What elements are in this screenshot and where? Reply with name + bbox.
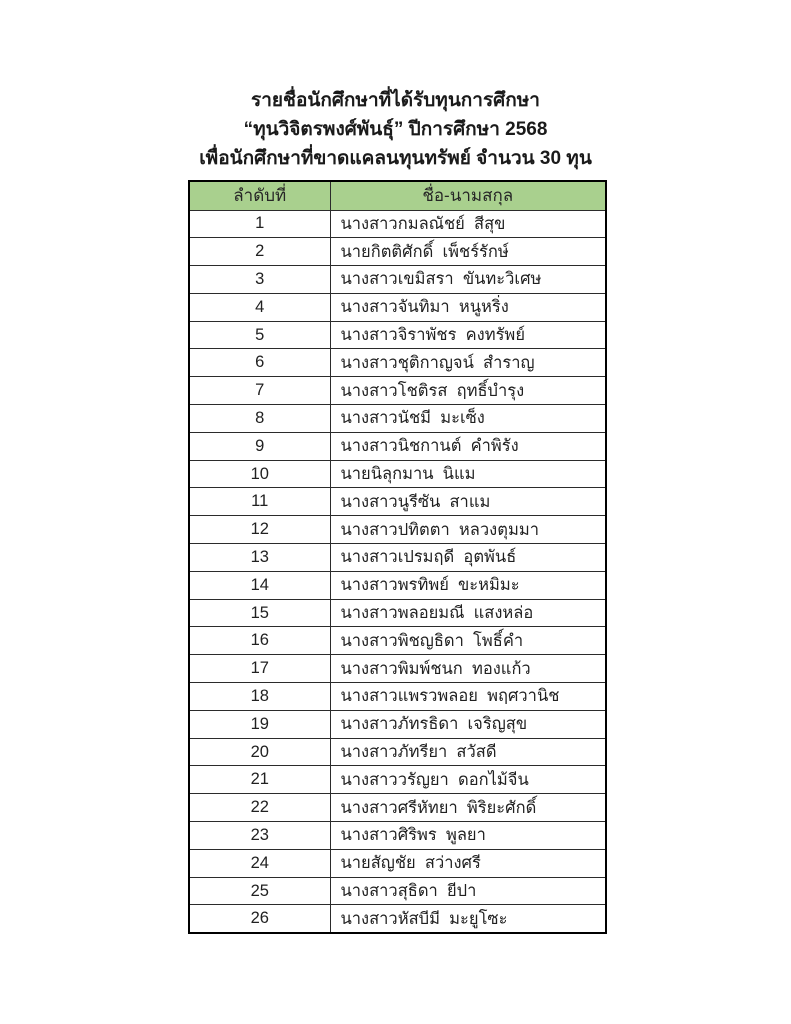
order-number-cell: 25 [189, 877, 330, 905]
order-number-cell: 15 [189, 599, 330, 627]
table-row [189, 266, 606, 294]
order-number-cell: 13 [189, 544, 330, 572]
student-name-cell: นางสาวพลอยมณี แสงหล่อ [330, 599, 606, 627]
student-name-cell: นางสาวนูรีซัน สาแม [330, 488, 606, 516]
student-name-cell: นางสาวเปรมฤดี อุตพันธ์ [330, 544, 606, 572]
table-row [189, 683, 606, 711]
table-row [189, 488, 606, 516]
order-number-cell: 26 [189, 905, 330, 933]
order-number-cell: 2 [189, 238, 330, 266]
table-row [189, 627, 606, 655]
student-name-cell: นางสาวนัชมี มะเซ็ง [330, 405, 606, 433]
order-number-cell: 20 [189, 738, 330, 766]
table-row [189, 710, 606, 738]
student-name-cell: นางสาวกมลณัชย์ สีสุข [330, 210, 606, 238]
student-name-cell: นางสาวศิริพร พูลยา [330, 822, 606, 850]
student-name-cell: นางสาวพรทิพย์ ขะหมิมะ [330, 571, 606, 599]
table-row [189, 210, 606, 238]
table-row [189, 349, 606, 377]
order-number-cell: 7 [189, 377, 330, 405]
student-name-cell: นางสาวโชติรส ฤทธิ์บำรุง [330, 377, 606, 405]
table-row [189, 460, 606, 488]
table-row [189, 905, 606, 933]
student-name-cell: นางสาวแพรวพลอย พฤศวานิช [330, 683, 606, 711]
table-row [189, 738, 606, 766]
table-row [189, 544, 606, 572]
table-body [189, 210, 606, 933]
scholarship-recipient-table [188, 180, 607, 934]
title-line-3: เพื่อนักศึกษาที่ขาดแคลนทุนทรัพย์ จำนวน 30 ทุน [199, 148, 592, 169]
student-name-cell: นางสาวจิราพัชร คงทรัพย์ [330, 321, 606, 349]
student-name-cell: นางสาวพิชญธิดา โพธิ์คำ [330, 627, 606, 655]
table-row [189, 432, 606, 460]
order-number-cell: 19 [189, 710, 330, 738]
order-number-cell: 18 [189, 683, 330, 711]
student-name-cell: นางสาวชุติกาญจน์ สำราญ [330, 349, 606, 377]
student-name-cell: นางสาวสุธิดา ยีปา [330, 877, 606, 905]
table-row [189, 599, 606, 627]
student-name-cell: นางสาวเขมิสรา ขันทะวิเศษ [330, 266, 606, 294]
table-row [189, 571, 606, 599]
student-name-cell: นางสาวภัทรียา สวัสดี [330, 738, 606, 766]
order-number-cell: 17 [189, 655, 330, 683]
table-row [189, 822, 606, 850]
table-row [189, 321, 606, 349]
order-number-cell: 10 [189, 460, 330, 488]
table-row [189, 377, 606, 405]
document-title [0, 86, 791, 173]
student-name-cell: นายสัญชัย สว่างศรี [330, 849, 606, 877]
order-number-cell: 8 [189, 405, 330, 433]
order-number-cell: 21 [189, 766, 330, 794]
order-number-cell: 5 [189, 321, 330, 349]
table-row [189, 516, 606, 544]
order-number-cell: 6 [189, 349, 330, 377]
table-row [189, 293, 606, 321]
student-name-cell: นางสาวปทิตตา หลวงตุมมา [330, 516, 606, 544]
order-number-cell: 12 [189, 516, 330, 544]
table-row [189, 238, 606, 266]
order-number-cell: 23 [189, 822, 330, 850]
student-name-cell: นางสาวภัทรธิดา เจริญสุข [330, 710, 606, 738]
order-number-cell: 4 [189, 293, 330, 321]
table-row [189, 877, 606, 905]
order-number-cell: 1 [189, 210, 330, 238]
title-line-1: รายชื่อนักศึกษาที่ได้รับทุนการศึกษา [251, 90, 540, 111]
student-name-cell: นางสาวจันทิมา หนูหริ่ง [330, 293, 606, 321]
table-row [189, 655, 606, 683]
order-number-cell: 16 [189, 627, 330, 655]
order-number-cell: 11 [189, 488, 330, 516]
table-row [189, 405, 606, 433]
student-name-cell: นางสาววรัญยา ดอกไม้จีน [330, 766, 606, 794]
student-name-cell: นายกิตติศักดิ์ เพ็ชร์รักษ์ [330, 238, 606, 266]
order-number-cell: 3 [189, 266, 330, 294]
order-number-cell: 24 [189, 849, 330, 877]
order-number-cell: 22 [189, 794, 330, 822]
column-header-order-number: ลำดับที่ [189, 181, 330, 210]
column-header-name-surname: ชื่อ-นามสกุล [330, 181, 606, 210]
student-name-cell: นางสาวศรีหัทยา พิริยะศักดิ์ [330, 794, 606, 822]
student-name-cell: นายนิลุกมาน นิแม [330, 460, 606, 488]
table-row [189, 849, 606, 877]
order-number-cell: 14 [189, 571, 330, 599]
student-name-cell: นางสาวพิมพ์ชนก ทองแก้ว [330, 655, 606, 683]
table-row [189, 766, 606, 794]
table-row [189, 794, 606, 822]
order-number-cell: 9 [189, 432, 330, 460]
title-line-2: “ทุนวิจิตรพงศ์พันธุ์” ปีการศึกษา 2568 [243, 119, 548, 140]
student-name-cell: นางสาวหัสบีมี มะยูโซะ [330, 905, 606, 933]
student-name-cell: นางสาวนิชกานต์ คำพิรัง [330, 432, 606, 460]
table-header-row [189, 181, 606, 210]
